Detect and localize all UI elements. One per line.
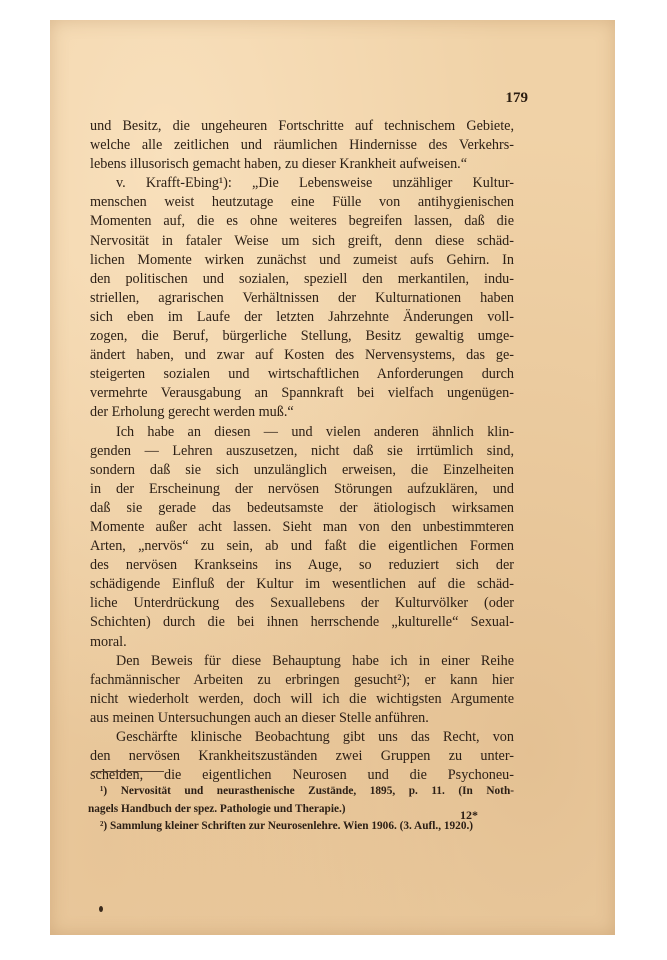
text-line: zogen, die Beruf, bürgerliche Stellung, Besitz gewaltig umge- [90,328,514,345]
text-line: des nervösen Krankseins ins Auge, so reduziert sich der [90,557,514,574]
text-line: und Besitz, die ungeheuren Fortschritte auf technischem Gebiete, [90,118,514,134]
footnote-divider [92,771,164,772]
text-line: welche alle zeitlichen und räumlichen Hindernisse des Verkehrs- [90,137,514,154]
text-line: den nervösen Krankheitszuständen zwei Gruppen zu unter- [90,748,514,765]
text-line: scheiden, die eigentlichen Neurosen und die Psychoneu- [90,767,514,784]
text-line: Nervosität in fataler Weise um sich greift, denn diese schäd- [90,232,514,249]
text-line: lebens illusorisch gemacht haben, zu dieser Krankheit aufweisen.“ [90,156,468,173]
text-line: menschen weist heutzutage eine Fülle von antihygienischen [90,194,514,211]
footnote-line: ²) Sammlung kleiner Schriften zur Neurosenlehre. Wien 1906. (3. Aufl., 1920.) [100,820,474,832]
page-number: 179 [505,90,528,106]
text-line: den politischen und sozialen, speziell den merkantilen, indu- [90,270,514,287]
text-line: moral. [90,633,127,650]
text-line: Arten, „nervös“ zu sein, ab und faßt die eigentlichen Formen [90,538,514,555]
text-line: Ich habe an diesen — und vielen anderen ähnlich klin- [116,423,514,440]
text-line: nicht wiederholt werden, doch will ich die wichtigsten Argumente [90,690,514,707]
footnotes [88,783,514,836]
text-line: v. Krafft-Ebing¹): „Die Lebensweise unzähliger Kultur- [116,175,514,192]
text-line: sich eben im Laufe der letzten Jahrzehnte Änderungen voll- [90,308,514,325]
text-line: steigerten sozialen und wirtschaftlichen Anforderungen durch [90,366,514,383]
text-line: sondern daß sie sich unzulänglich erweisen, die Einzelheiten [90,461,514,478]
text-line: Schichten) durch die bei ihnen herrschende „kulturelle“ Sexual- [90,614,514,631]
text-line: aus meinen Untersuchungen auch an dieser Stelle anführen. [90,709,429,726]
text-line: schädigende Einfluß der Kultur im wesentlichen auf die schäd- [90,576,514,593]
footnote-line: nagels Handbuch der spez. Pathologie und Therapie.) [88,802,346,815]
text-line: Momenten auf, die es ohne weiteres begreifen lassen, daß die [90,213,514,230]
footnote-line: ¹) Nervosität und neurasthenische Zustände, 1895, p. 11. (In Noth- [100,785,514,797]
text-line: liche Unterdrückung des Sexuallebens der Kulturvölker (oder [90,595,514,612]
text-line: Den Beweis für diese Behauptung habe ich in einer Reihe [116,652,514,669]
body-text [90,117,514,785]
text-line: lichen Momente wirken zunächst und zumeist aufs Gehirn. In [90,251,514,268]
text-line: fachmännischer Arbeiten zu erbringen gesucht²); er kann hier [90,671,514,688]
text-line: genden — Lehren auszusetzen, nicht daß sie irrtümlich sind, [90,442,514,459]
text-line: vermehrte Verausgabung an Spannkraft bei vielfach ungenügen- [90,385,514,402]
text-line: in der Erscheinung der nervösen Störungen aufzuklären, und [90,480,514,497]
text-line: daß sie gerade das bedeutsamste der ätiologisch wirksamen [90,499,514,516]
text-line: der Erholung gerecht werden muß.“ [90,404,294,421]
ink-speck [99,906,103,912]
text-line: Geschärfte klinische Beobachtung gibt uns das Recht, von [116,729,514,745]
signature-mark: 12* [460,808,478,822]
text-line: ändert haben, und zwar auf Kosten des Nervensystems, das ge- [90,347,514,364]
text-line: Momente außer acht lassen. Sieht man von den unbestimmteren [90,518,514,535]
text-line: striellen, agrarischen Verhältnissen der Kulturnationen haben [90,289,514,306]
